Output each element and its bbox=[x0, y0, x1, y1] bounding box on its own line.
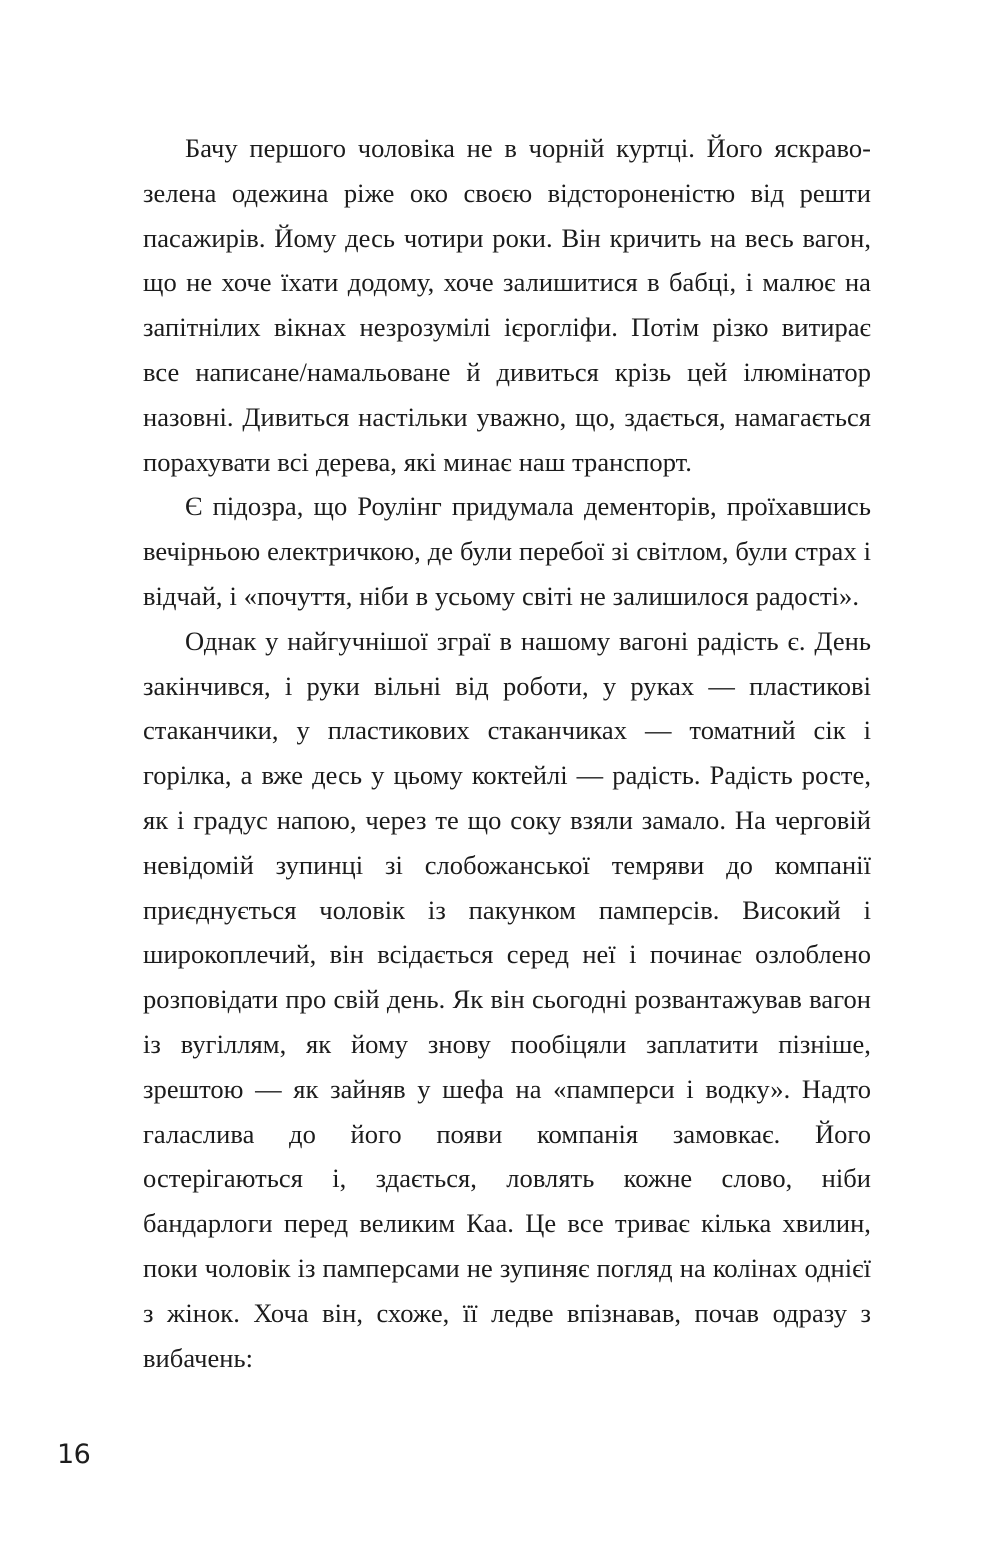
page-number: 16 bbox=[57, 1439, 91, 1470]
paragraph: Є підозра, що Роулінг придумала дементорів, проїхавшись вечірньою електричкою, де були перебої зі світлом, були страх і відчай, і «почуття, ніби в усьому світі не залишилося радості». bbox=[143, 491, 871, 611]
paragraph: Бачу першого чоловіка не в чорній куртці. Його яскраво-зелена одежина ріже око своєю відстороненістю від решти пасажирів. Йому десь чотири роки. Він кричить на весь вагон, що не хоче їхати додому, хоче залишитися в бабці, і малює на запітнілих вікнах незрозумілі ієрогліфи. Потім різко витирає все написане/намальоване й дивиться крізь цей ілюмінатор назовні. Дивиться настільки уважно, що, здається, намагається порахувати всі дерева, які минає наш транспорт. bbox=[143, 133, 871, 477]
paragraph: Однак у найгучнішої зграї в нашому вагоні радість є. День закінчився, і руки вільні від роботи, у руках — пластикові стаканчики, у пластикових стаканчиках — томатний сік і горілка, а вже десь у цьому коктейлі — радість. Радість росте, як і градус напою, через те що соку взяли замало. На черговій невідомій зупинці зі слобожанської темряви до компанії приєднується чоловік із пакунком памперсів. Високий і широкоплечий, він всідається серед неї і починає озлоблено розповідати про свій день. Як він сьогодні розвантажував вагон із вугіллям, як йому знову пообіцяли заплатити пізніше, зрештою — як зайняв у шефа на «памперси і водку». Надто галаслива до його появи компанія замовкає. Його остерігаються і, здається, ловлять кожне слово, ніби бандарлоги перед великим Каа. Це все триває кілька хвилин, поки чоловік із памперсами не зупиняє погляд на колінах однієї з жінок. Хоча він, схоже, її ледве впізнавав, почав одразу з вибачень: bbox=[143, 625, 871, 1373]
body-text-block bbox=[143, 126, 871, 1380]
